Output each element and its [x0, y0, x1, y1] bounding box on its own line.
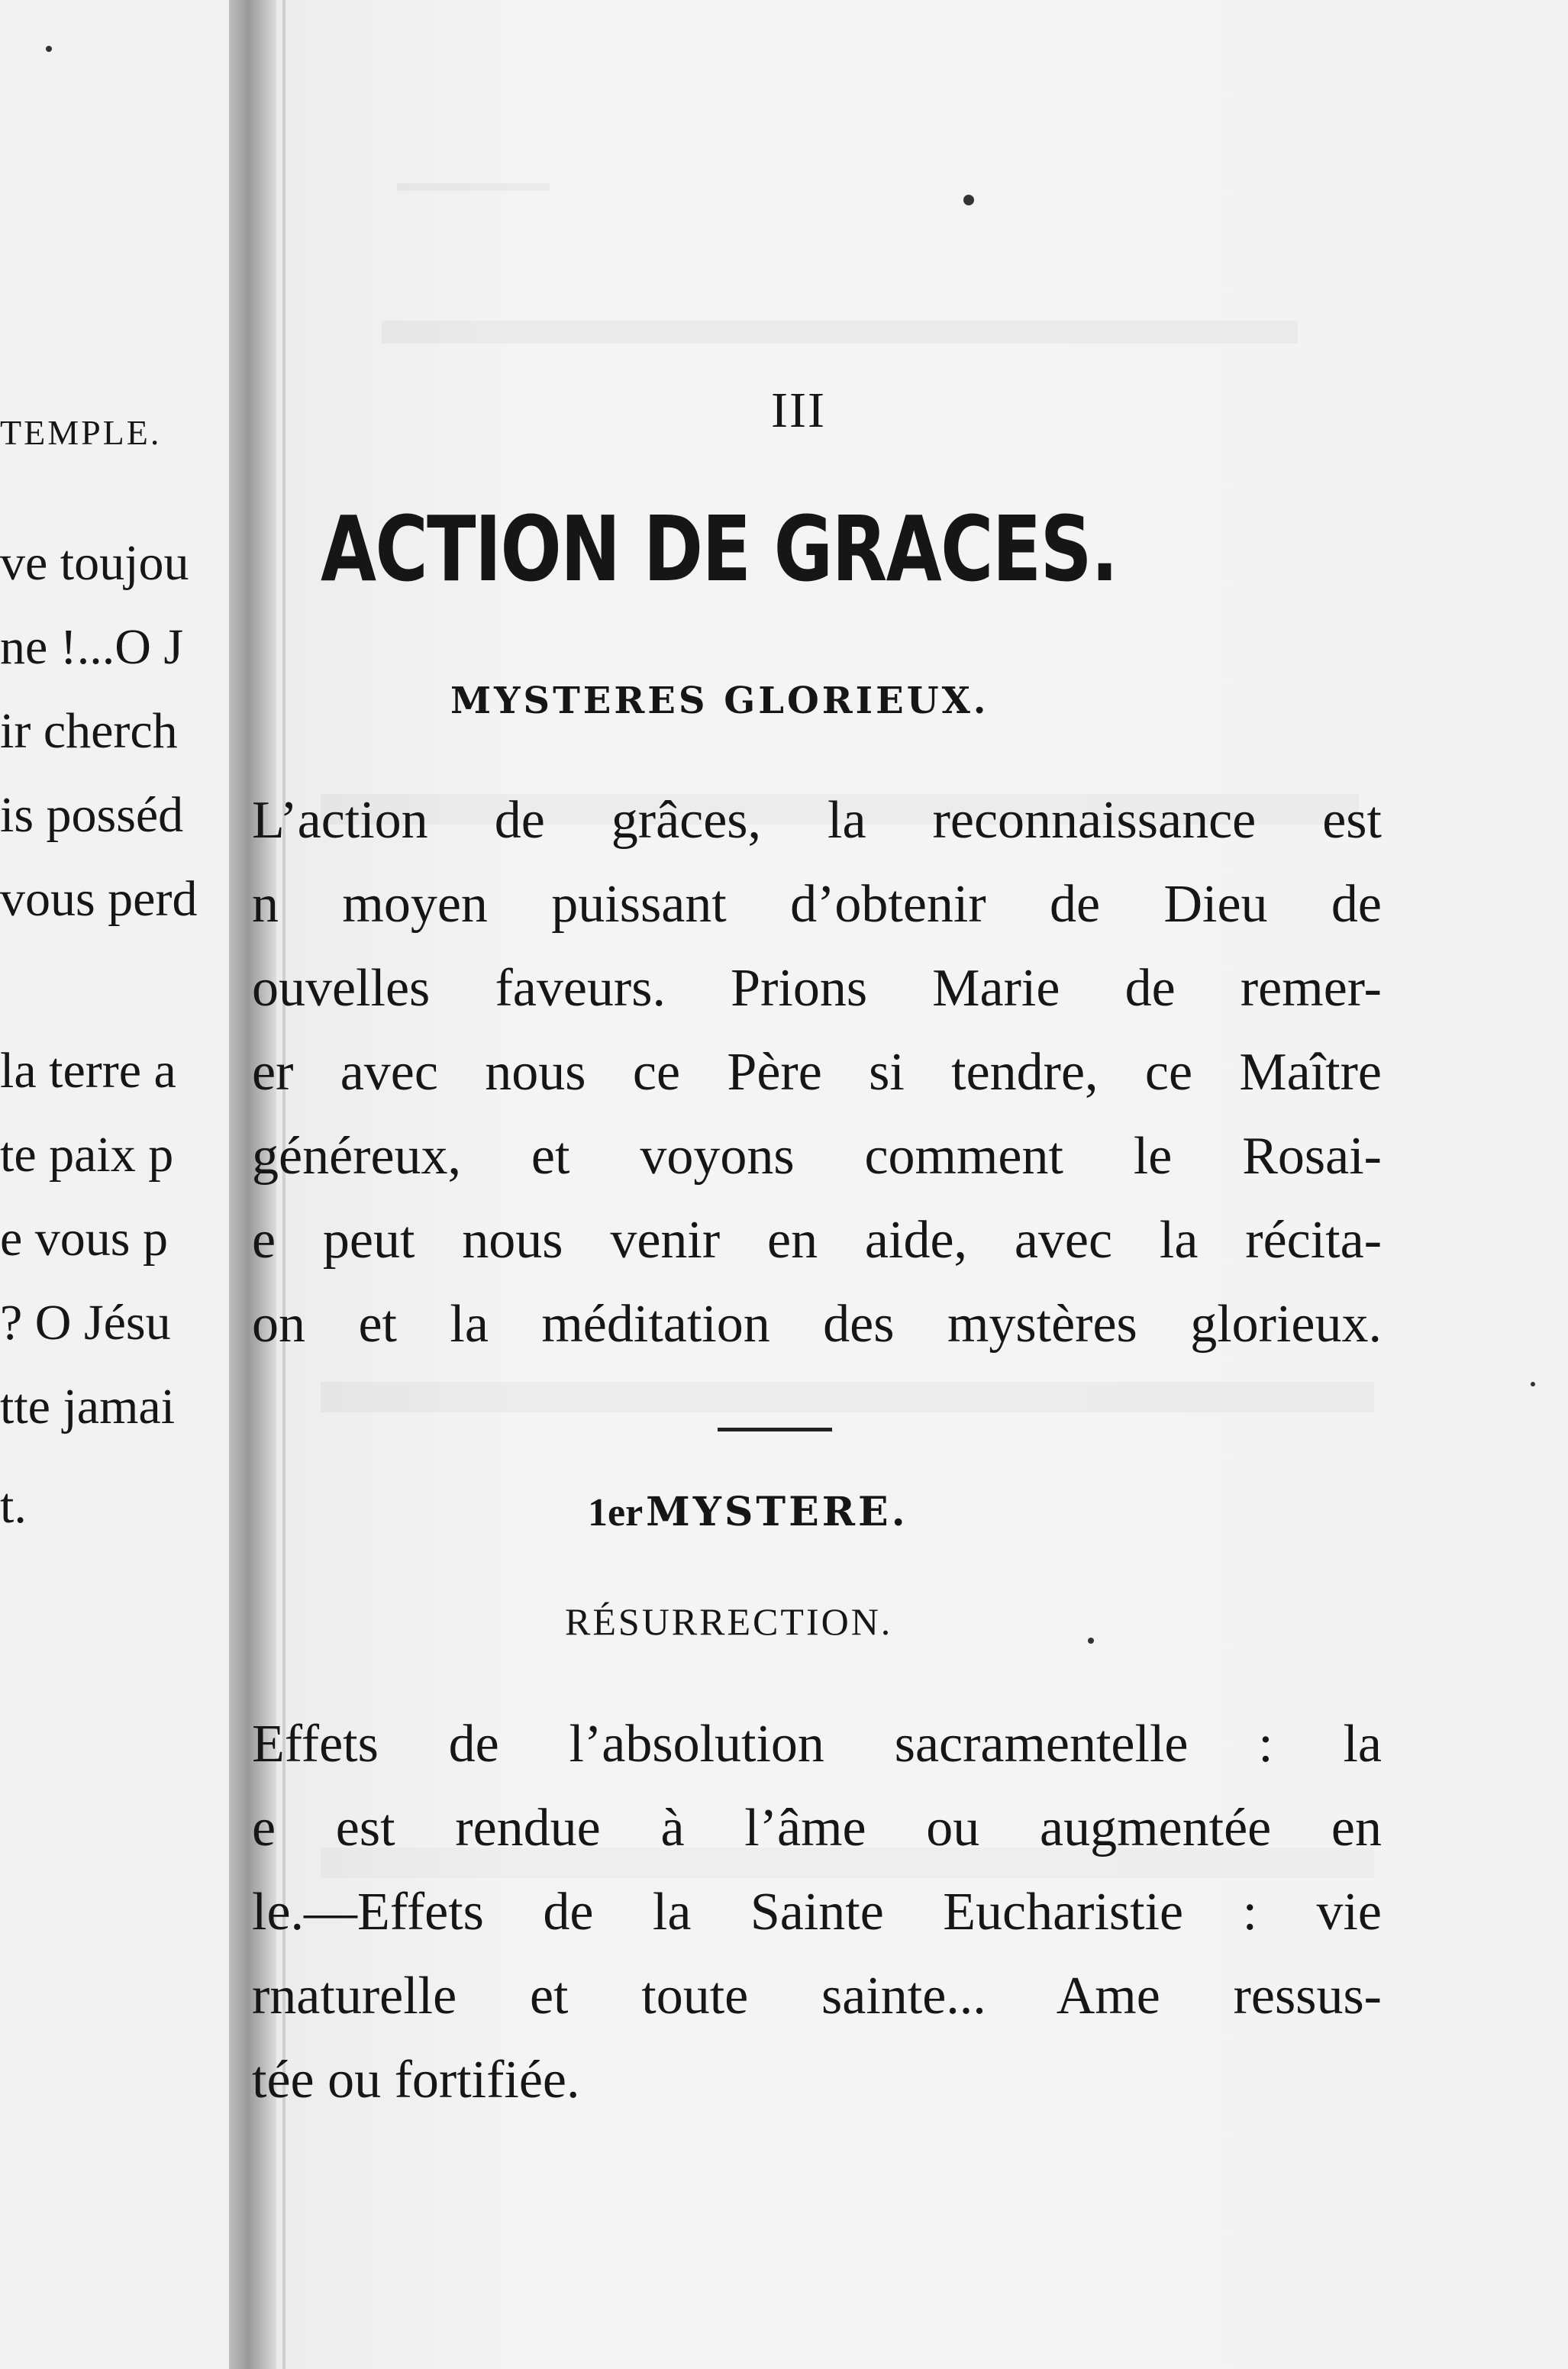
dust-speck	[1088, 1638, 1094, 1644]
text-line: vous perd	[0, 871, 198, 927]
text-line: on et la méditation des mystères glorieux.	[252, 1295, 1382, 1354]
section-divider	[718, 1428, 832, 1431]
mystery-heading	[588, 1489, 908, 1535]
text-line: tée ou fortifiée.	[252, 2051, 580, 2109]
text-line: ir cherch	[0, 703, 178, 759]
text-line: ne !...O J	[0, 619, 184, 675]
text-line: er avec nous ce Père si tendre, ce Maître	[252, 1043, 1382, 1102]
text-line: L’action de grâces, la reconnaissance est	[252, 791, 1382, 850]
intro-paragraph	[252, 779, 1382, 1367]
text-line: e peut nous venir en aide, avec la récita-	[252, 1211, 1382, 1270]
text-line: tte jamai	[0, 1379, 176, 1435]
body-paragraph	[252, 1703, 1382, 2122]
text-line: rnaturelle et toute sainte... Ame ressus-	[252, 1967, 1382, 2025]
dust-speck	[963, 195, 974, 205]
show-through-mark	[321, 1382, 1374, 1412]
dust-speck	[46, 46, 52, 52]
text-line: ve toujou	[0, 535, 189, 591]
mystery-subject: RÉSURRECTION.	[565, 1600, 893, 1643]
text-line: n moyen puissant d’obtenir de Dieu de	[252, 875, 1382, 934]
text-line: le.—Effets de la Sainte Eucharistie : vie	[252, 1883, 1382, 1941]
text-line: ouvelles faveurs. Prions Marie de remer-	[252, 959, 1382, 1018]
text-line: t.	[0, 1478, 27, 1534]
show-through-mark	[397, 183, 550, 191]
mystery-number: 1er	[588, 1491, 644, 1535]
section-subtitle: MYSTERES GLORIEUX.	[450, 679, 989, 722]
show-through-mark	[382, 321, 1298, 344]
text-line: la terre a	[0, 1043, 176, 1099]
text-line: is posséd	[0, 787, 184, 843]
text-line: généreux, et voyons comment le Rosai-	[252, 1127, 1382, 1186]
page-number: III	[771, 382, 826, 438]
text-line: e est rendue à l’âme ou augmentée en	[252, 1799, 1382, 1857]
mystery-label: MYSTERE.	[646, 1489, 908, 1535]
text-line: e vous p	[0, 1211, 168, 1267]
running-header: TEMPLE.	[0, 413, 162, 452]
previous-page	[0, 0, 267, 2369]
text-line: te paix p	[0, 1127, 174, 1183]
dust-speck	[1531, 1382, 1535, 1386]
text-line: Effets de l’absolution sacramentelle : la	[252, 1715, 1382, 1774]
text-line: ? O Jésu	[0, 1295, 171, 1351]
chapter-title: ACTION DE GRACES.	[321, 496, 1118, 602]
